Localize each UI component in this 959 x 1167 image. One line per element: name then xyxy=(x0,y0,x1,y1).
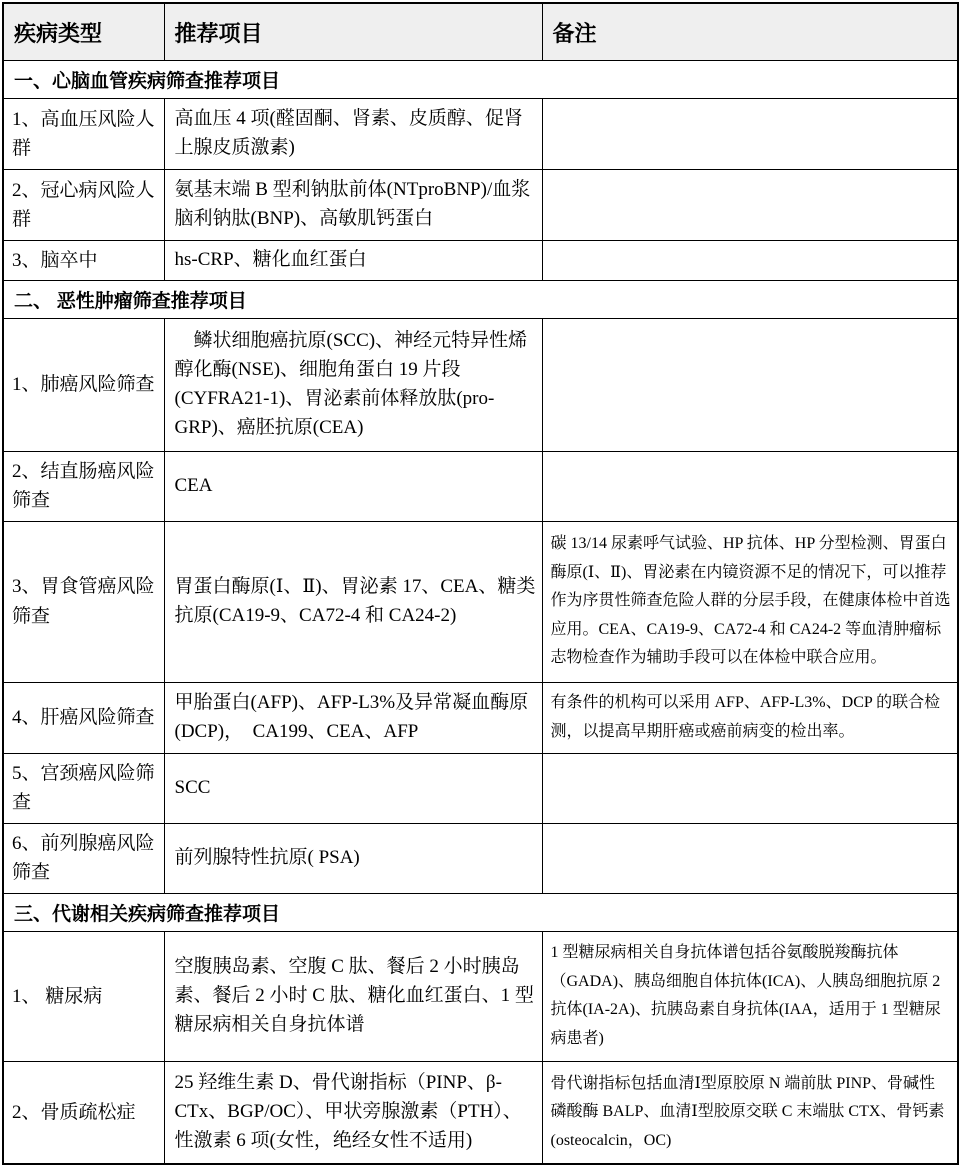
table-row xyxy=(3,521,958,682)
section-header-row xyxy=(3,61,958,99)
remarks-cell: 1 型糖尿病相关自身抗体谱包括谷氨酸脱羧酶抗体（GADA)、胰岛细胞自体抗体(ICA)、人胰岛细胞抗原 2 抗体(IA-2A)、抗胰岛素自身抗体(IAA，适用于 1 型糖尿病患者) xyxy=(542,931,958,1062)
disease-type-cell: 1、肺癌风险筛查 xyxy=(3,319,164,451)
table-row xyxy=(3,1062,958,1164)
table-row xyxy=(3,169,958,240)
remarks-cell xyxy=(542,99,958,170)
disease-type-cell: 4、肝癌风险筛查 xyxy=(3,682,164,753)
remarks-cell: 碳 13/14 尿素呼气试验、HP 抗体、HP 分型检测、胃蛋白酶原(Ⅰ、Ⅱ)、胃泌素在内镜资源不足的情况下，可以推荐作为序贯性筛查危险人群的分层手段，在健康体检中首选应用。CEA、CA19-9、CA72-4 和 CA24-2 等血清肿瘤标志物检查作为辅助手段可以在体检中联合应用。 xyxy=(542,521,958,682)
remarks-cell xyxy=(542,451,958,521)
table-header-row xyxy=(3,3,958,61)
table-row xyxy=(3,99,958,170)
remarks-cell xyxy=(542,169,958,240)
table-row xyxy=(3,931,958,1062)
recommended-items-cell: 胃蛋白酶原(Ⅰ、Ⅱ)、胃泌素 17、CEA、糖类抗原(CA19-9、CA72-4 和 CA24-2) xyxy=(164,521,542,682)
disease-type-cell: 2、骨质疏松症 xyxy=(3,1062,164,1164)
screening-recommendation-table xyxy=(2,2,959,1165)
remarks-cell xyxy=(542,753,958,823)
table-row xyxy=(3,451,958,521)
disease-type-cell: 5、宫颈癌风险筛查 xyxy=(3,753,164,823)
disease-type-cell: 1、 糖尿病 xyxy=(3,931,164,1062)
remarks-cell: 有条件的机构可以采用 AFP、AFP-L3%、DCP 的联合检测，以提高早期肝癌或癌前病变的检出率。 xyxy=(542,682,958,753)
remarks-cell xyxy=(542,319,958,451)
disease-type-cell: 3、脑卒中 xyxy=(3,240,164,280)
recommended-items-cell: hs-CRP、糖化血红蛋白 xyxy=(164,240,542,280)
section-header-row xyxy=(3,893,958,931)
recommended-items-cell: 氨基末端 B 型利钠肽前体(NTproBNP)/血浆脑利钠肽(BNP)、高敏肌钙蛋白 xyxy=(164,169,542,240)
recommended-items-cell: 鳞状细胞癌抗原(SCC)、神经元特异性烯醇化酶(NSE)、细胞角蛋白 19 片段(CYFRA21-1)、胃泌素前体释放肽(pro-GRP)、癌胚抗原(CEA) xyxy=(164,319,542,451)
recommended-items-cell: CEA xyxy=(164,451,542,521)
table-row xyxy=(3,240,958,280)
section-header-row xyxy=(3,281,958,319)
remarks-cell: 骨代谢指标包括血清Ⅰ型原胶原 N 端前肽 PINP、骨碱性磷酸酶 BALP、血清Ⅰ型胶原交联 C 末端肽 CTX、骨钙素(osteocalcin，OC) xyxy=(542,1062,958,1164)
disease-type-cell: 2、结直肠癌风险筛查 xyxy=(3,451,164,521)
recommended-items-cell: 25 羟维生素 D、骨代谢指标（PINP、β-CTx、BGP/OC）、甲状旁腺激素（PTH）、性激素 6 项(女性，绝经女性不适用) xyxy=(164,1062,542,1164)
disease-type-cell: 2、冠心病风险人群 xyxy=(3,169,164,240)
recommended-items-cell: SCC xyxy=(164,753,542,823)
table-row xyxy=(3,753,958,823)
section-title: 二、 恶性肿瘤筛查推荐项目 xyxy=(3,281,958,319)
remarks-cell xyxy=(542,240,958,280)
recommended-items-cell: 空腹胰岛素、空腹 C 肽、餐后 2 小时胰岛素、餐后 2 小时 C 肽、糖化血红蛋白、1 型糖尿病相关自身抗体谱 xyxy=(164,931,542,1062)
recommended-items-cell: 前列腺特性抗原( PSA) xyxy=(164,823,542,893)
column-header-remarks: 备注 xyxy=(542,3,958,61)
column-header-disease-type: 疾病类型 xyxy=(3,3,164,61)
disease-type-cell: 6、前列腺癌风险筛查 xyxy=(3,823,164,893)
recommended-items-cell: 甲胎蛋白(AFP)、AFP-L3%及异常凝血酶原(DCP)， CA199、CEA、AFP xyxy=(164,682,542,753)
section-title: 三、代谢相关疾病筛查推荐项目 xyxy=(3,893,958,931)
recommended-items-cell: 高血压 4 项(醛固酮、肾素、皮质醇、促肾上腺皮质激素) xyxy=(164,99,542,170)
table-row xyxy=(3,682,958,753)
disease-type-cell: 3、胃食管癌风险筛查 xyxy=(3,521,164,682)
table-row xyxy=(3,823,958,893)
disease-type-cell: 1、高血压风险人群 xyxy=(3,99,164,170)
column-header-recommended-items: 推荐项目 xyxy=(164,3,542,61)
remarks-cell xyxy=(542,823,958,893)
table-row xyxy=(3,319,958,451)
section-title: 一、心脑血管疾病筛查推荐项目 xyxy=(3,61,958,99)
